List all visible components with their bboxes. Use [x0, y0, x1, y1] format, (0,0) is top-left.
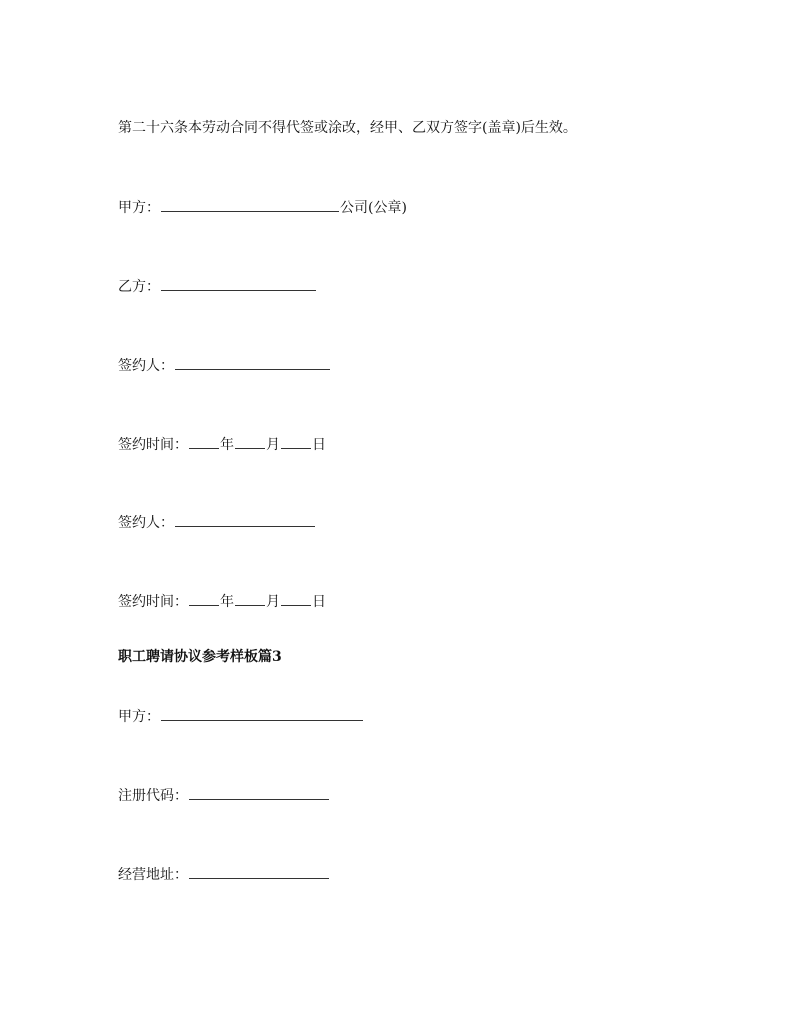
section-3-party-a-label: 甲方：	[118, 709, 160, 725]
party-a-blank[interactable]	[161, 197, 339, 212]
signatory-line-1	[118, 355, 331, 376]
sign-month-blank-2[interactable]	[235, 591, 265, 606]
sign-year-blank-1[interactable]	[189, 434, 219, 449]
section-3-party-a-line	[118, 706, 364, 727]
business-address-blank[interactable]	[189, 864, 329, 879]
sign-time-label-1: 签约时间：	[118, 437, 188, 453]
party-a-line	[118, 197, 407, 218]
sign-day-blank-1[interactable]	[281, 434, 311, 449]
sign-year-label-2: 年	[220, 594, 234, 610]
party-b-line	[118, 276, 317, 297]
signatory-line-2	[118, 512, 316, 533]
sign-day-label-1: 日	[312, 437, 326, 453]
sign-day-label-2: 日	[312, 594, 326, 610]
business-address-label: 经营地址：	[118, 867, 188, 883]
clause-26	[118, 118, 577, 138]
signatory-label-1: 签约人：	[118, 358, 174, 374]
sign-time-line-2	[118, 591, 326, 612]
signatory-blank-1[interactable]	[175, 355, 330, 370]
party-b-label: 乙方：	[118, 279, 160, 295]
party-b-blank[interactable]	[161, 276, 316, 291]
sign-year-blank-2[interactable]	[189, 591, 219, 606]
registration-code-line	[118, 785, 330, 806]
sign-month-label-2: 月	[266, 594, 280, 610]
business-address-line	[118, 864, 330, 885]
section-3-heading	[118, 647, 282, 667]
sign-day-blank-2[interactable]	[281, 591, 311, 606]
signatory-label-2: 签约人：	[118, 515, 174, 531]
sign-year-label-1: 年	[220, 437, 234, 453]
registration-code-label: 注册代码：	[118, 788, 188, 804]
party-a-label: 甲方：	[118, 200, 160, 216]
sign-time-label-2: 签约时间：	[118, 594, 188, 610]
party-a-suffix: 公司(公章)	[340, 200, 407, 216]
section-3-party-a-blank[interactable]	[161, 706, 363, 721]
sign-time-line-1	[118, 434, 326, 455]
sign-month-blank-1[interactable]	[235, 434, 265, 449]
clause-26-text: 第二十六条本劳动合同不得代签或涂改，经甲、乙双方签字(盖章)后生效。	[118, 120, 577, 136]
sign-month-label-1: 月	[266, 437, 280, 453]
registration-code-blank[interactable]	[189, 785, 329, 800]
signatory-blank-2[interactable]	[175, 512, 315, 527]
section-3-heading-text: 职工聘请协议参考样板篇3	[118, 649, 282, 665]
